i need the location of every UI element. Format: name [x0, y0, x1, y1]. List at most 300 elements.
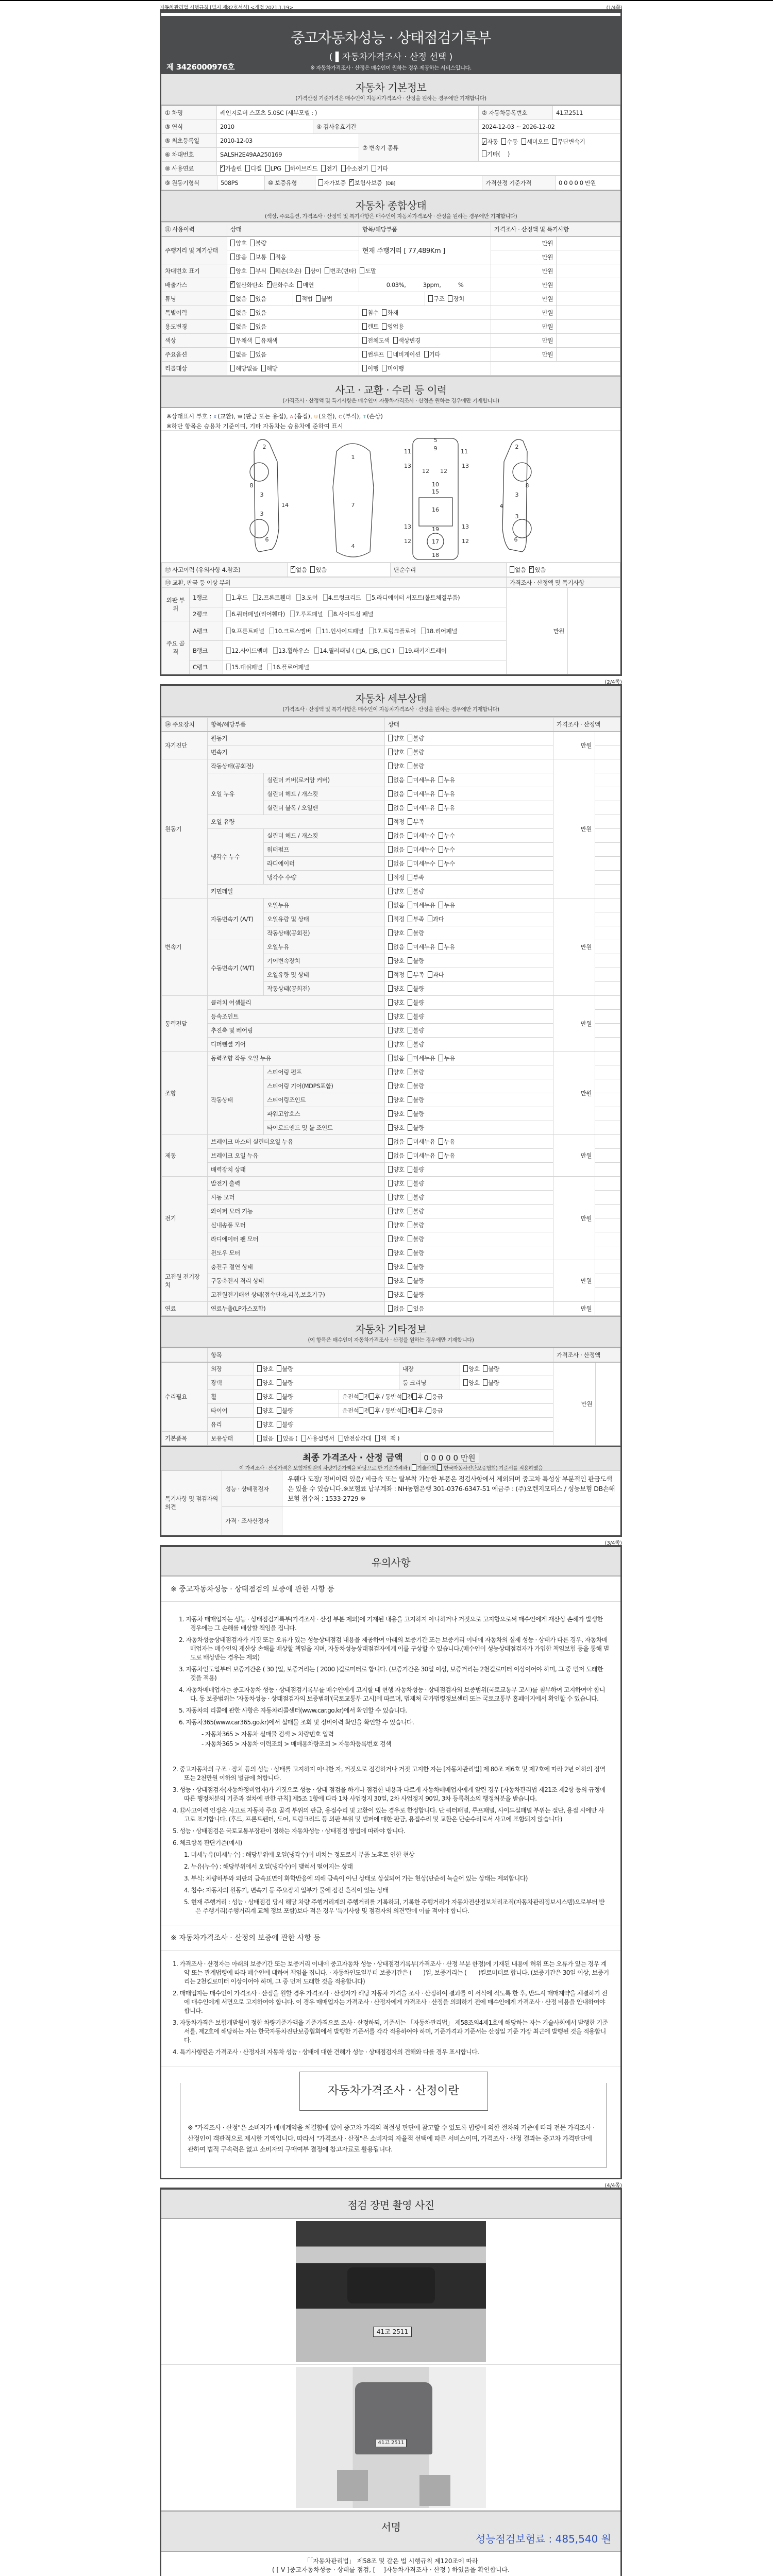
option-label: 누유 [444, 790, 455, 798]
remark [595, 801, 620, 815]
checkbox-option [439, 943, 455, 951]
checkbox-option [250, 295, 266, 302]
checkbox-icon [439, 902, 443, 908]
document-header [161, 11, 620, 74]
checkbox-option [230, 253, 246, 261]
checkbox-icon [388, 1222, 393, 1228]
checkbox-option [277, 1407, 293, 1414]
checkbox-option [388, 1027, 404, 1034]
checkbox-option [388, 1277, 404, 1284]
rank-items [223, 641, 507, 660]
option-label: 보험사보증 [354, 179, 382, 187]
checkbox-option [388, 1208, 404, 1215]
checkbox-icon [408, 1013, 412, 1020]
item-label: 브레이크 마스터 실린더오일 누유 [208, 1135, 385, 1149]
signature-title: 서명 [381, 2521, 401, 2533]
part-number-label: 8 [249, 482, 254, 489]
checkbox-option [230, 295, 246, 302]
option-label: 매연 [303, 281, 314, 289]
option-label: 불량 [413, 957, 424, 964]
detail-row [162, 899, 620, 912]
checkbox-icon [261, 365, 266, 371]
room-cleaning-checkboxes [460, 1376, 553, 1390]
checkbox-icon [369, 628, 374, 634]
option-label: 양호 [393, 1013, 405, 1020]
detail-row [162, 1302, 620, 1316]
checkbox-option [393, 337, 421, 344]
model-year: 2010 [217, 120, 313, 134]
row-label: 용도변경 [162, 320, 227, 334]
inspection-validity: 2024-12-03 ~ 2026-12-02 [479, 120, 620, 134]
device-group: 동력전달 [162, 996, 208, 1052]
remark [491, 362, 620, 376]
checkbox-option [439, 1138, 455, 1145]
checkbox-option [408, 1208, 424, 1215]
part-number-label: 15 [432, 488, 439, 495]
status-checkboxes [385, 1163, 553, 1177]
checkbox-option [408, 1180, 424, 1187]
checkbox-option [388, 1291, 404, 1298]
checkbox-option [388, 804, 404, 811]
option-label: 적음 [275, 253, 287, 261]
checkbox-icon [439, 790, 443, 797]
option-label: 불량 [413, 1222, 424, 1229]
option-label: 양호 [393, 1082, 405, 1090]
checkbox-icon [439, 832, 443, 839]
notice-item: 5. 자동차의 리콜에 관한 사항은 자동차리콜센터(www.car.go.kr)에서 확인할 수 있습니다. [179, 1707, 407, 1714]
checkbox-option [388, 1138, 404, 1145]
rank-label: A랭크 [190, 621, 223, 641]
option-label: 미세누유 [413, 943, 435, 951]
option-label: 불량 [413, 1013, 424, 1020]
option-label: 일산화탄소 [236, 281, 263, 289]
remark [595, 1107, 620, 1121]
final-note: 이 가격조사 · 산정가격은 보험개발원의 차량기준가액을 바탕으로 한 기준가격과 ( [239, 1466, 411, 1471]
checkbox-icon [230, 253, 235, 260]
item-label: 룸 크리닝 [399, 1376, 460, 1390]
option-label: 불량 [413, 762, 424, 770]
remark [557, 278, 620, 292]
checkbox-icon [362, 351, 367, 358]
checkbox-option [552, 138, 585, 145]
document-title: 중고자동차성능 · 상태점검기록부 [291, 29, 491, 46]
detail-row [162, 1038, 620, 1052]
checkbox-icon [408, 1124, 412, 1131]
option-label: 없음 [236, 323, 247, 330]
remark [595, 1163, 620, 1177]
item-label: 변속기 [208, 745, 385, 759]
part-option [226, 628, 264, 635]
checkbox-icon [408, 749, 412, 755]
checkbox-option [439, 846, 455, 853]
remark [595, 1093, 620, 1107]
first-registration-date: 2010-12-03 [217, 134, 359, 148]
checkbox-icon [388, 957, 393, 964]
checkbox-option [408, 1222, 424, 1229]
position-label: 전 [407, 1407, 413, 1414]
checkbox-option [388, 790, 404, 798]
engine-type: 508PS [217, 176, 265, 190]
part-option [290, 611, 323, 618]
checkbox-icon [408, 804, 412, 811]
checkbox-option [388, 1110, 404, 1117]
checkbox-option [388, 1222, 404, 1229]
checkbox-icon [482, 150, 486, 157]
option-label: 누유 [444, 1055, 455, 1062]
checkbox-option [388, 735, 404, 742]
option-label: 불량 [413, 929, 424, 937]
checkbox-icon [388, 749, 393, 755]
checkbox-option [439, 776, 455, 784]
part-number-label: 16 [432, 506, 439, 513]
checkbox-option [388, 1041, 404, 1048]
basic-info-section-header [161, 74, 620, 106]
checkbox-icon [408, 832, 412, 839]
checkbox-icon [408, 916, 412, 922]
checkbox-icon [408, 1110, 412, 1117]
checkbox-option [408, 832, 435, 839]
checkbox-icon [325, 267, 329, 274]
remark [595, 1038, 620, 1052]
checkbox-option [230, 337, 252, 344]
position-label: 후 / 동반석 [374, 1393, 402, 1400]
checkbox-icon [277, 1365, 281, 1372]
option-label: 불량 [413, 1277, 424, 1284]
checkbox-icon [359, 1407, 363, 1414]
option-label: 안전삼각대 [343, 1435, 372, 1442]
remark [595, 1274, 620, 1288]
position-label: 전 [364, 1407, 369, 1414]
option-label: 유채색 [261, 337, 278, 344]
group-label: 주요 골격 [162, 621, 190, 674]
column-header: 가격조사 · 산정액 [553, 1348, 620, 1362]
remark [557, 320, 620, 334]
part-number-label: 9 [433, 445, 438, 452]
status-checkboxes [385, 1149, 553, 1163]
warranty-header: ※ 중고자동차성능 · 상태점검의 보증에 관한 사항 등 [161, 1577, 620, 1602]
part-number-label: 4 [499, 503, 503, 510]
checkbox-option [408, 749, 424, 756]
checkbox-icon [388, 1082, 393, 1089]
checkbox-option [388, 916, 404, 923]
option-label: 누유 [444, 776, 455, 784]
option-label: 양호 [262, 1379, 274, 1386]
detail-row [162, 1288, 620, 1302]
checkbox-option [257, 1365, 273, 1372]
checkbox-icon [408, 1082, 412, 1089]
checkbox-icon [439, 1138, 443, 1145]
option-label: 누유 [444, 1138, 455, 1145]
checkbox-icon [408, 1277, 412, 1284]
option-label: 해당 [266, 365, 278, 372]
detail-row [162, 940, 620, 954]
option-label: 불량 [282, 1379, 293, 1386]
notice-item: 3. 자동차가격은 보험개발원이 정한 차량기준가액을 기준가격으로 조사 · 산정하되, 기준서는 「자동차관리법」 제58조의4제1호에 해당하는 자는 기술사회에서 발행한 기준서를, 제2호에 해당하는 자는 한국자동차진단보증협회에서 발행한 기준서를 각각 적용하여야 하며, 기준가격과 기준서는 산정일 기준 가장 최근에 발행된 것을 적용합니다. [173, 2019, 608, 2044]
row-label: 기본품목 [162, 1432, 208, 1446]
checkbox-option [388, 1180, 404, 1187]
checkbox-icon [388, 790, 393, 797]
checkbox-icon [226, 664, 231, 670]
remark [595, 885, 620, 899]
item-label: 작동상태(공회전) [264, 926, 385, 940]
criteria-item: 5. 현재 주행거리 : 성능 · 상태점검 당시 해당 차량 주행거리계의 주행거리를 기록하되, 기록한 주행거리가 자동차전산정보처리조직(자동차관리정보시스템)으로부터 받은 주행거리(주행거리계 교체 정보 포함)보다 적은 경우 '특기사항 및 점검자의 의견'란에 이를 적어야 합니다. [184, 1899, 605, 1914]
detail-row [162, 815, 620, 829]
part-number-label: 13 [462, 523, 469, 530]
checkbox-icon [270, 253, 275, 260]
status-checkboxes [385, 871, 553, 885]
option-label: 양호 [468, 1365, 480, 1373]
checkbox-icon [318, 179, 323, 186]
part-number-label: 12 [462, 538, 469, 545]
device-group: 변속기 [162, 899, 208, 996]
part-option [267, 664, 309, 671]
checkbox-icon [463, 1379, 468, 1386]
tire-checkboxes [254, 1404, 339, 1418]
status-checkboxes [385, 1065, 553, 1079]
checkbox-option [277, 1365, 293, 1372]
checkbox-option [325, 267, 356, 275]
position-label: 후 / [417, 1407, 427, 1414]
checkbox-option [388, 1013, 404, 1020]
checkbox-icon [388, 762, 393, 769]
option-label: 없음 [515, 566, 526, 573]
notice-item: 2. 자동차성능상태점검자가 거짓 또는 오류가 있는 성능상태점검 내용을 제공하여 아래의 보증기간 또는 보증거리 이내에 자동차의 실제 성능 · 상태가 다른 경우, 자동차매매업자는 매수인의 재산상 손해를 배상할 책임을 지며, 자동차성능상태점검자에게 이를 구상할 수 있습니다.(매수인이 성능상태점검자가 가입한 책임보험 등을 통해 별도로 배상받는 경우는 제외) [179, 1636, 609, 1661]
position-label: 전 [407, 1393, 413, 1400]
remark [595, 1232, 620, 1246]
part-label: 9.프론트패널 [231, 627, 264, 635]
checked-box-icon [529, 566, 534, 573]
part-number-label: 12 [404, 538, 411, 545]
rank-label: 2랭크 [190, 607, 223, 621]
remark [595, 1010, 620, 1024]
record-number: 제 3426000976호 [166, 62, 235, 72]
remark [557, 348, 620, 362]
option-label: 없음 [393, 790, 405, 798]
part-label: 17.트렁크플로어 [374, 627, 416, 635]
detail-row [162, 1191, 620, 1205]
checkbox-option [220, 165, 242, 172]
price-unit: 만원 [491, 250, 557, 264]
option-label: 없음 [296, 566, 307, 573]
option-label: 불량 [282, 1407, 293, 1414]
checkbox-option [277, 1421, 293, 1428]
option-label: 양호 [393, 1235, 405, 1243]
checkbox-icon [321, 165, 326, 172]
checkbox-icon [230, 365, 235, 371]
option-label: 양호 [262, 1407, 274, 1414]
checkbox-option [388, 860, 404, 867]
remark [595, 773, 620, 787]
part-label: 1.후드 [231, 594, 248, 601]
checkbox-option [408, 1096, 424, 1104]
checkbox-icon [267, 664, 272, 670]
option-label: 양호 [393, 762, 405, 770]
checkbox-icon [270, 267, 275, 274]
remark [595, 1149, 620, 1163]
remark [595, 1024, 620, 1038]
checkbox-icon [408, 1305, 412, 1312]
option-label: 누수 [444, 832, 455, 839]
checkbox-option [439, 832, 455, 839]
checkbox-icon [388, 846, 393, 853]
section-subtitle: (가격조사 · 산정액 및 특기사항은 매수인이 자동차가격조사 · 산정을 원하는 경우에만 기재합니다) [282, 706, 499, 713]
checkbox-option [349, 179, 382, 187]
part-label: 19.패키지트레이 [405, 647, 447, 654]
checkbox-icon [362, 323, 367, 330]
price-unit: 만원 [553, 996, 595, 1052]
checkbox-icon [257, 1421, 262, 1428]
item-label: 라디에이터 [264, 857, 385, 871]
option-label: 불량 [413, 749, 424, 756]
option-label: 누유 [444, 943, 455, 951]
interior-checkboxes [460, 1362, 553, 1376]
checkbox-option [341, 165, 368, 172]
part-label: 4.트렁크리드 [328, 594, 361, 601]
legend-text: (손상) [366, 413, 383, 420]
option-label: 자동 [487, 138, 498, 145]
checkbox-option [388, 1069, 404, 1076]
option-label: 불법 [321, 295, 332, 302]
checkbox-option [382, 365, 404, 372]
option-label: 불량 [413, 1235, 424, 1243]
rank-label: 1랭크 [190, 588, 223, 607]
notice-section-header [161, 1547, 620, 1577]
detail-row [162, 1163, 620, 1177]
notice-item: 2. 중고자동차의 구조 · 장치 등의 성능 · 상태를 고지하지 아니한 자, 거짓으로 점검하거나 거짓 고지한 자는 [자동차관리법] 제 80조 제6호 및 제7호에 따라 2년 이하의 징역 또는 2천만원 이하의 벌금에 처합니다. [173, 1766, 606, 1782]
price-unit: 만원 [491, 278, 557, 292]
option-label: 불량 [282, 1365, 293, 1373]
notice-item: 1. 자동차 매매업자는 성능 · 상태점검기록부(가격조사 · 산정 부분 제외)에 기재된 내용을 고지하지 아니하거나 거짓으로 고지함으로써 매수인에게 재산상 손해가 발생한 경우에는 그 손해를 배상할 책임을 집니다. [179, 1616, 603, 1632]
option-label: 미세누수 [413, 832, 435, 839]
item-label: 냉각수 수량 [264, 871, 385, 885]
explainer-text: ※ "가격조사 · 산정"은 소비자가 매매계약을 체결함에 있어 중고차 가격의 적절성 판단에 참고할 수 있도록 법령에 의한 절차와 기준에 따라 전문 가격조사 · 산정인이 객관적으로 제시한 기액입니다. 따라서 "가격조사 · 산정"은 소비자의 자율적 선택에 따른 서비스이며, 가격조사 · 산정 결과는 중고차 가격판단에 관하여 법적 구속력은 없고 소비자의 구매여부 결정에 참고자료로 활용됩니다. [188, 2124, 595, 2153]
detail-row [162, 1024, 620, 1038]
checkbox-option [296, 295, 312, 302]
checkbox-option [388, 1305, 404, 1312]
checkbox-option [277, 1393, 293, 1400]
status-checkboxes [385, 968, 553, 982]
checkbox-icon [393, 337, 398, 344]
checkbox-icon [439, 846, 443, 853]
checkbox-option [388, 762, 404, 770]
option-label: 양호 [393, 1110, 405, 1117]
status-legend [161, 408, 620, 431]
accident-history-checkboxes [288, 563, 391, 577]
status-checkboxes [385, 1302, 553, 1316]
option-label: 양호 [393, 1180, 405, 1187]
item-label: 등속조인트 [208, 1010, 385, 1024]
label: ⑧ 사용연료 [162, 162, 217, 176]
checkbox-icon [250, 309, 255, 316]
option-label: 양호 [393, 1208, 405, 1215]
detail-row [162, 1010, 620, 1024]
final-price-title: 최종 가격조사 · 산정 금액 [303, 1453, 403, 1463]
option-label: 양호 [393, 735, 405, 742]
checkbox-icon [408, 846, 412, 853]
checkbox-icon [273, 647, 278, 654]
legend-symbol: W [238, 415, 243, 420]
checkbox-icon [316, 628, 321, 634]
checkbox-icon [388, 1305, 393, 1312]
checkbox-option [388, 999, 404, 1006]
checkbox-option [388, 902, 404, 909]
device-group: 제동 [162, 1135, 208, 1177]
explainer-title: 자동차가격조사 · 산정이란 [299, 2072, 488, 2111]
checkbox-option [439, 804, 455, 811]
status-checkboxes [385, 843, 553, 857]
option-label: 있음 ( [282, 1435, 298, 1442]
remark [557, 264, 620, 278]
part-number-label: 10 [432, 481, 439, 488]
checkbox-icon [382, 309, 386, 316]
detail-row [162, 1274, 620, 1288]
checkbox-icon [439, 776, 443, 783]
option-label: 구조 [433, 295, 445, 302]
remark [595, 1052, 620, 1065]
checkbox-option [321, 165, 337, 172]
option-label: 불량 [255, 240, 266, 247]
price-unit: 만원 [491, 348, 557, 362]
part-number-label: 4 [351, 543, 355, 550]
sub-group: 작동상태 [208, 1065, 264, 1135]
checkbox-icon [257, 1407, 262, 1414]
checkbox-icon [402, 1393, 407, 1400]
legend-symbol: C [339, 415, 342, 420]
checkbox-option [388, 1152, 404, 1159]
notice-item: 3. 성능 · 상태점검자(자동차정비업자)가 거짓으로 성능 · 상태 점검을 하거나 점검한 내용과 다르게 자동차매매업자에게 알린 경우 [자동차관리법 제21조 제2항 등의 규정에 따른 행정처분의 기준과 절차에 관한 규칙] 제5조 1항에 따라 1차 사업정지 30일, 2차 사업정지 90일, 3차 등록취소의 행정처분을 받습니다. [173, 1786, 606, 1802]
checkbox-icon [388, 860, 393, 867]
option-label: 양호 [393, 749, 405, 756]
checkbox-icon [316, 295, 321, 302]
price-unit: 만원 [553, 1135, 595, 1177]
checkbox-icon [375, 1435, 380, 1442]
option-label: 양호 [393, 985, 405, 992]
detail-row [162, 1232, 620, 1246]
wheel-icon [250, 519, 268, 538]
price-unit: 만원 [553, 1362, 596, 1446]
checkbox-icon [408, 1027, 412, 1033]
part-label: 10.크로스멤버 [274, 627, 311, 635]
checkbox-option [463, 1365, 479, 1372]
checkbox-option [230, 267, 246, 275]
device-group: 원동기 [162, 759, 208, 899]
part-number-label: 13 [462, 463, 469, 469]
part-number-label: 8 [525, 482, 529, 489]
legend-note: ※하단 항목은 승용차 기준이며, 기타 자동차는 승용차에 준하여 표시 [166, 422, 343, 430]
option-label: 없음 [393, 1055, 405, 1062]
checkbox-option [310, 566, 326, 573]
checked-box-icon [267, 281, 272, 288]
remark [595, 968, 620, 982]
checkbox-icon [412, 1407, 417, 1414]
checkbox-option [408, 762, 424, 770]
status-checkboxes [385, 1024, 553, 1038]
price-unit: 만원 [553, 1302, 595, 1316]
checkbox-icon [388, 1110, 393, 1117]
page-number: (3/4쪽) [604, 1540, 622, 1546]
option-label: 무단변속기 [557, 138, 585, 145]
legend-symbol: X [213, 415, 217, 420]
status-checkboxes [385, 940, 553, 954]
item-label: 오일누유 [264, 940, 385, 954]
option-label: 네비게이션 [393, 351, 421, 358]
service-note: ※ 자동차가격조사 · 산정은 매수인이 원하는 경우 제공하는 서비스입니다. [310, 65, 472, 71]
checkbox-icon [408, 1138, 412, 1145]
page-2 [160, 684, 622, 1537]
price-unit: 만원 [491, 334, 557, 348]
option-label: 없음 [393, 1138, 405, 1145]
price-unit: 만원 [553, 1052, 595, 1135]
